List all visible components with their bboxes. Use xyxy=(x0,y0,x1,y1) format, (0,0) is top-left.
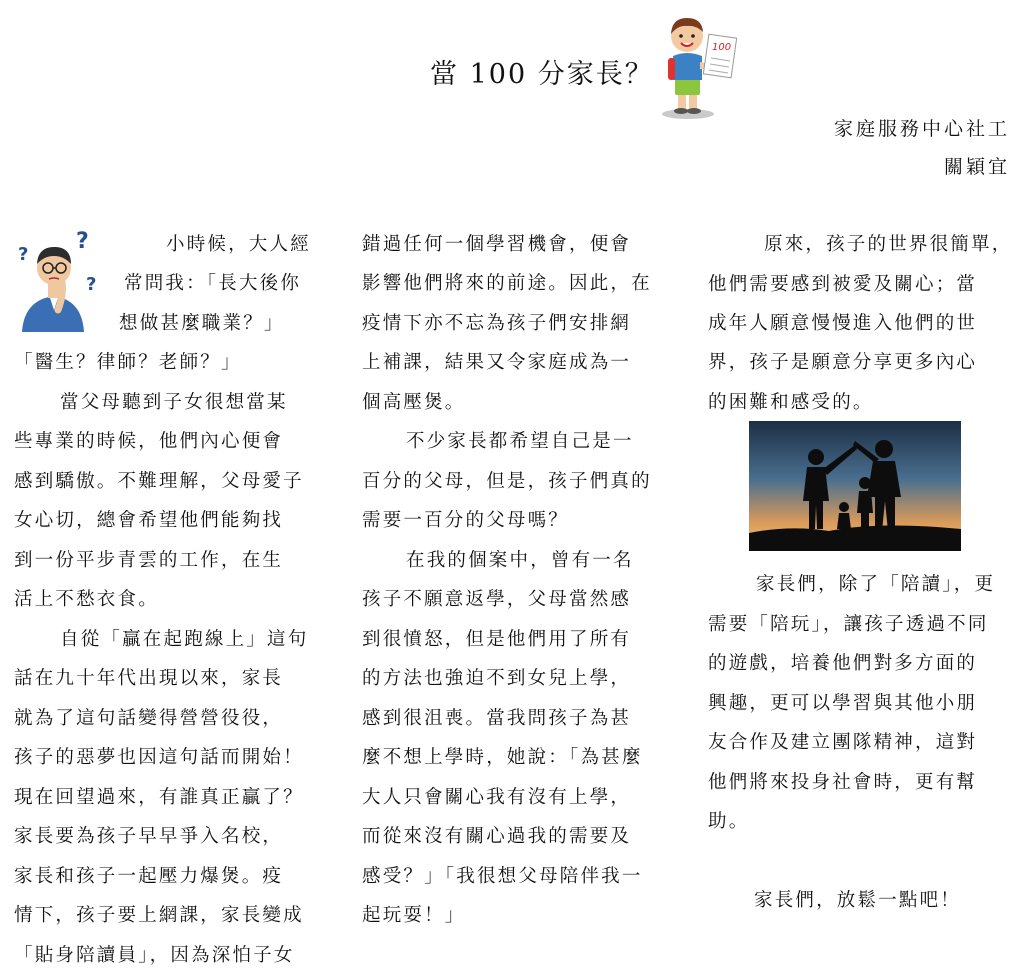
text-line: 想做甚麼職業？」 xyxy=(119,313,285,334)
text-line: 到很憤怒，但是他們用了所有 xyxy=(362,629,632,650)
text-line: 孩子的惡夢也因這句話而開始！ xyxy=(14,747,304,768)
text-line: 他們將來投身社會時，更有幫 xyxy=(708,772,978,793)
text-line: 百分的父母，但是，孩子們真的 xyxy=(362,471,652,492)
text-line: 女心切，總會希望他們能夠找 xyxy=(14,510,284,531)
svg-text:?: ? xyxy=(86,274,97,295)
text-line: 上補課，結果又令家庭成為一 xyxy=(362,352,632,373)
text-line: 麼不想上學時，她說：「為甚麼 xyxy=(362,747,643,768)
text-line: 感到很沮喪。當我問孩子為甚 xyxy=(362,708,632,729)
author-name: 關穎宜 xyxy=(943,156,1010,178)
text-line: 現在回望過來，有誰真正贏了？ xyxy=(14,787,304,808)
text-line: 影響他們將來的前途。因此，在 xyxy=(362,273,652,294)
text-line: 「貼身陪讀員」，因為深怕子女 xyxy=(14,945,295,966)
text-line: 些專業的時候，他們內心便會 xyxy=(14,431,284,452)
svg-text:?: ? xyxy=(18,244,29,265)
text-line: 需要一百分的父母嗎？ xyxy=(362,510,570,531)
text-line: 常問我：「長大後你 xyxy=(124,273,302,294)
text-line: 當父母聽到子女很想當某 xyxy=(60,392,288,413)
text-line: 原來，孩子的世界很簡單， xyxy=(764,234,1013,255)
text-line: 成年人願意慢慢進入他們的世 xyxy=(708,313,978,334)
author-organization: 家庭服務中心社工 xyxy=(833,118,1010,140)
text-line: 起玩耍！」 xyxy=(362,905,466,926)
text-line: 不少家長都希望自己是一 xyxy=(406,431,634,452)
text-line: 情下，孩子要上網課，家長變成 xyxy=(14,905,304,926)
article-title: 當 100 分家長？ xyxy=(430,59,654,90)
text-line: 家長要為孩子早早爭入名校， xyxy=(14,826,284,847)
text-line: 孩子不願意返學，父母當然感 xyxy=(362,589,632,610)
text-line: 話在九十年代出現以來，家長 xyxy=(14,668,284,689)
boy-with-score-sheet-illustration xyxy=(656,12,740,120)
text-line: 活上不愁衣食。 xyxy=(14,589,159,610)
text-line: 的遊戲，培養他們對多方面的 xyxy=(708,653,978,674)
text-line: 感到驕傲。不難理解，父母愛子 xyxy=(14,471,304,492)
text-line: 需要「陪玩」，讓孩子透過不同 xyxy=(708,614,989,635)
text-line: 家長和孩子一起壓力爆煲。疫 xyxy=(14,866,284,887)
text-line: 而從來沒有關心過我的需要及 xyxy=(362,826,632,847)
text-line: 家長們，除了「陪讀」，更 xyxy=(756,574,996,595)
svg-text:?: ? xyxy=(76,229,89,254)
text-line: 小時候，大人經 xyxy=(166,234,311,255)
text-line: 在我的個案中，曾有一名 xyxy=(406,550,634,571)
text-line: 感受？」「我很想父母陪伴我一 xyxy=(362,866,643,887)
thinking-man-illustration xyxy=(14,228,106,334)
text-line: 友合作及建立團隊精神，這對 xyxy=(708,732,978,753)
text-line: 的方法也強迫不到女兒上學， xyxy=(362,668,632,689)
text-line: 助。 xyxy=(708,811,750,832)
text-line: 家長們，放鬆一點吧！ xyxy=(754,890,962,911)
text-line: 就為了這句話變得營營役役， xyxy=(14,708,284,729)
score-text: 100 xyxy=(712,42,732,53)
text-line: 「醫生？律師？老師？」 xyxy=(14,352,242,373)
text-line: 到一份平步青雲的工作，在生 xyxy=(14,550,284,571)
text-line: 疫情下亦不忘為孩子們安排網 xyxy=(362,313,632,334)
text-line: 個高壓煲。 xyxy=(362,392,466,413)
text-line: 的困難和感受的。 xyxy=(708,392,874,413)
text-line: 他們需要感到被愛及關心；當 xyxy=(708,274,978,295)
text-line: 界，孩子是願意分享更多內心 xyxy=(708,352,978,373)
text-line: 自從「贏在起跑線上」這句 xyxy=(60,629,309,650)
text-line: 興趣，更可以學習與其他小朋 xyxy=(708,693,978,714)
family-silhouette-photo xyxy=(749,421,961,551)
text-line: 大人只會關心我有沒有上學， xyxy=(362,787,632,808)
text-line: 錯過任何一個學習機會，便會 xyxy=(362,234,632,255)
